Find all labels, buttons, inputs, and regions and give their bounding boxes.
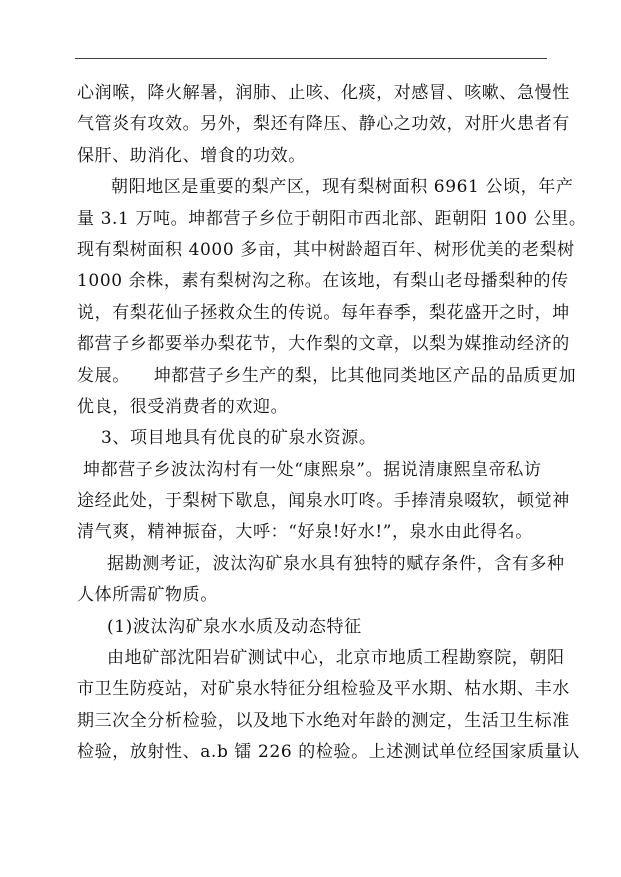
text-line: 都营子乡都要举办梨花节，大作梨的文章，以梨为媒推动经济的 [77,334,570,355]
paragraph-start-line: 据勘测考证，波汰沟矿泉水具有独特的赋存条件，含有多种 [107,553,565,574]
text-line: 清气爽，精神振奋，大呼：“好泉!好水!”，泉水由此得名。 [77,522,533,543]
text-line: 期三次全分析检验，以及地下水绝对年龄的测定，生活卫生标准 [77,710,570,731]
subsection-heading: (1)波汰沟矿泉水水质及动态特征 [107,616,362,637]
header-rule [75,58,547,59]
text-line: 心润喉，降火解暑，润肺、止咳、化痰，对感冒、咳嗽、急慢性 [77,83,570,103]
paragraph-start-line: 由地矿部沈阳岩矿测试中心，北京市地质工程勘察院，朝阳 [107,648,565,669]
text-line: 气管炎有攻效。另外，梨还有降压、静心之功效，对肝火患者有 [77,114,570,135]
text-line: 途经此处，于梨树下歇息，闻泉水叮咚。手捧清泉啜软，顿觉神 [77,491,570,512]
paragraph-start-line: 朝阳地区是重要的梨产区，现有梨树面积 6961 公顷，年产 [111,177,574,198]
document-body [77,78,587,769]
text-line: 人体所需矿物质。 [77,585,218,606]
paragraph-start-line: 坤都营子乡波汰沟村有一处“康熙泉”。据说清康熙皇帝私访 [83,459,542,480]
section-heading: 3、项目地具有优良的矿泉水资源。 [101,428,377,449]
text-line: 发展。 坤都营子乡生产的梨，比其他同类地区产品的品质更加 [77,365,577,386]
text-line: 量 3.1 万吨。坤都营子乡位于朝阳市西北部、距朝阳 100 公里。 [77,208,587,229]
text-line: 1000 余株，素有梨树沟之称。在该地，有梨山老母播梨种的传 [77,271,569,292]
text-line: 市卫生防疫站，对矿泉水特征分组检验及平水期、枯水期、丰水 [77,679,570,700]
text-line: 保肝、助消化、增食的功效。 [77,145,306,166]
text-line: 检验，放射性、a.b 镭 226 的检验。上述测试单位经国家质量认 [77,742,580,763]
text-line: 优良，很受消费者的欢迎。 [77,396,289,417]
text-line: 说，有梨花仙子拯救众生的传说。每年春季，梨花盛开之时，坤 [77,302,570,323]
text-line: 现有梨树面积 4000 多亩，其中树龄超百年、树形优美的老梨树 [77,239,575,260]
